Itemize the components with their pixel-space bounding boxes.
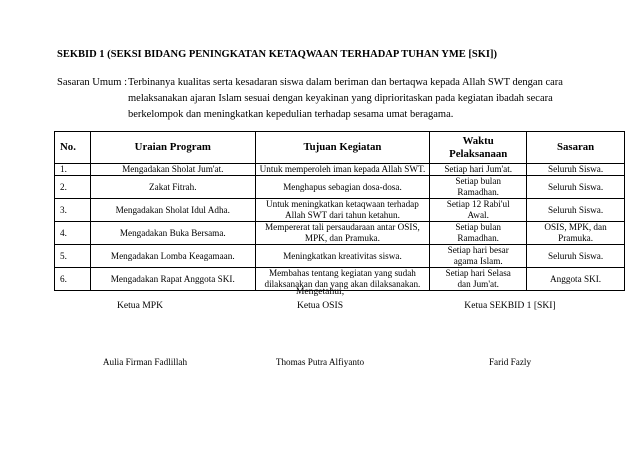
cell-line: Setiap bulan xyxy=(455,222,502,232)
middle-signer-role: Ketua OSIS xyxy=(296,300,344,311)
cell-line: Seluruh Siswa. xyxy=(548,164,604,174)
cell-purpose xyxy=(255,164,430,176)
cell-line: Ramadhan. xyxy=(457,233,499,243)
cell-line: Anggota SKI. xyxy=(550,273,602,284)
left-signer-name: Aulia Firman Fadlillah xyxy=(102,357,188,367)
table-row xyxy=(55,222,625,245)
cell-line: Untuk meningkatkan ketaqwaan terhadap xyxy=(266,199,419,209)
cell-no: 5. xyxy=(55,245,91,268)
cell-line: Setiap hari besar xyxy=(447,245,509,255)
program-table xyxy=(54,131,625,291)
table-row xyxy=(55,199,625,222)
cell-line: Seluruh Siswa. xyxy=(548,204,604,215)
cell-line: Mempererat tali persaudaraan antar OSIS, xyxy=(265,222,420,232)
cell-time xyxy=(430,176,527,199)
middle-signer-name: Thomas Putra Alfiyanto xyxy=(275,357,365,367)
cell-time xyxy=(430,164,527,176)
header-time-line: Waktu xyxy=(462,134,494,147)
cell-target xyxy=(527,222,625,245)
cell-line: MPK, dan Pramuka. xyxy=(304,233,380,243)
table-header-row xyxy=(55,132,625,164)
general-target-label: Sasaran Umum : xyxy=(57,77,127,88)
cell-line: Setiap hari Jum'at. xyxy=(444,164,513,174)
cell-line: Setiap 12 Rabi'ul xyxy=(446,199,510,209)
cell-line: Awal. xyxy=(467,210,489,220)
cell-program: Zakat Fitrah. xyxy=(90,176,255,199)
general-target-line: Terbinanya kualitas serta kesadaran siswa dalam beriman dan bertaqwa kepada Allah SWT dengan cara xyxy=(128,77,563,88)
cell-no: 2. xyxy=(55,176,91,199)
cell-target xyxy=(527,199,625,222)
cell-target xyxy=(527,268,625,291)
cell-line: dan Jum'at. xyxy=(457,279,499,289)
cell-purpose xyxy=(255,199,430,222)
cell-no: 4. xyxy=(55,222,91,245)
cell-program: Mengadakan Sholat Idul Adha. xyxy=(90,199,255,222)
cell-time xyxy=(430,245,527,268)
cell-line: Untuk memperoleh iman kepada Allah SWT. xyxy=(259,164,426,174)
cell-program: Mengadakan Lomba Keagamaan. xyxy=(90,245,255,268)
cell-line: Seluruh Siswa. xyxy=(548,250,604,261)
cell-line: Membahas tentang kegiatan yang sudah xyxy=(268,268,416,278)
cell-line: Menghapus sebagian dosa-dosa. xyxy=(283,181,402,192)
cell-program: Mengadakan Buka Bersama. xyxy=(90,222,255,245)
right-signer-name: Farid Fazly xyxy=(488,357,532,367)
table-row xyxy=(55,176,625,199)
header-time-line: Pelaksanaan xyxy=(449,147,508,160)
header-program: Uraian Program xyxy=(90,132,255,164)
cell-time xyxy=(430,222,527,245)
cell-target xyxy=(527,176,625,199)
cell-purpose xyxy=(255,176,430,199)
cell-line: Seluruh Siswa. xyxy=(548,181,604,192)
acknowledged-label: Mengetahui, xyxy=(295,286,345,297)
cell-line: Allah SWT dari tahun ketahun. xyxy=(284,210,400,220)
cell-line: Pramuka. xyxy=(558,233,594,243)
left-signer-role: Ketua MPK xyxy=(116,300,164,311)
general-target-line: melaksanakan ajaran Islam sesuai dengan keyakinan yang diprioritaskan pada kegiatan ibadah secara xyxy=(128,93,553,104)
cell-program: Mengadakan Rapat Anggota SKI. xyxy=(90,268,255,291)
cell-line: agama Islam. xyxy=(453,256,503,266)
cell-no: 3. xyxy=(55,199,91,222)
header-no: No. xyxy=(55,132,91,164)
cell-time xyxy=(430,268,527,291)
cell-line: Meningkatkan kreativitas siswa. xyxy=(283,250,402,261)
cell-target xyxy=(527,245,625,268)
cell-time xyxy=(430,199,527,222)
right-signer-role: Ketua SEKBID 1 [SKI] xyxy=(464,300,556,311)
cell-line: dilaksanakan dan yang akan dilaksanakan. xyxy=(264,279,421,289)
cell-program: Mengadakan Sholat Jum'at. xyxy=(90,164,255,176)
table-row xyxy=(55,245,625,268)
cell-purpose xyxy=(255,245,430,268)
cell-line: Setiap hari Selasa xyxy=(445,268,511,278)
general-target xyxy=(57,75,617,123)
cell-no: 1. xyxy=(55,164,91,176)
general-target-text xyxy=(128,75,617,123)
cell-line: Ramadhan. xyxy=(457,187,499,197)
cell-target xyxy=(527,164,625,176)
cell-no: 6. xyxy=(55,268,91,291)
header-target: Sasaran xyxy=(527,132,625,164)
cell-purpose xyxy=(255,222,430,245)
header-purpose: Tujuan Kegiatan xyxy=(255,132,430,164)
table-row xyxy=(55,164,625,176)
cell-line: OSIS, MPK, dan xyxy=(544,222,607,232)
cell-line: Setiap bulan xyxy=(455,176,502,186)
document-title: SEKBID 1 (SEKSI BIDANG PENINGKATAN KETAQWAAN TERHADAP TUHAN YME [SKI]) xyxy=(57,49,497,60)
header-time xyxy=(430,132,527,164)
general-target-line: berkelompok dan meningkatkan kepedulian terhadap sesama umat beragama. xyxy=(128,109,454,120)
